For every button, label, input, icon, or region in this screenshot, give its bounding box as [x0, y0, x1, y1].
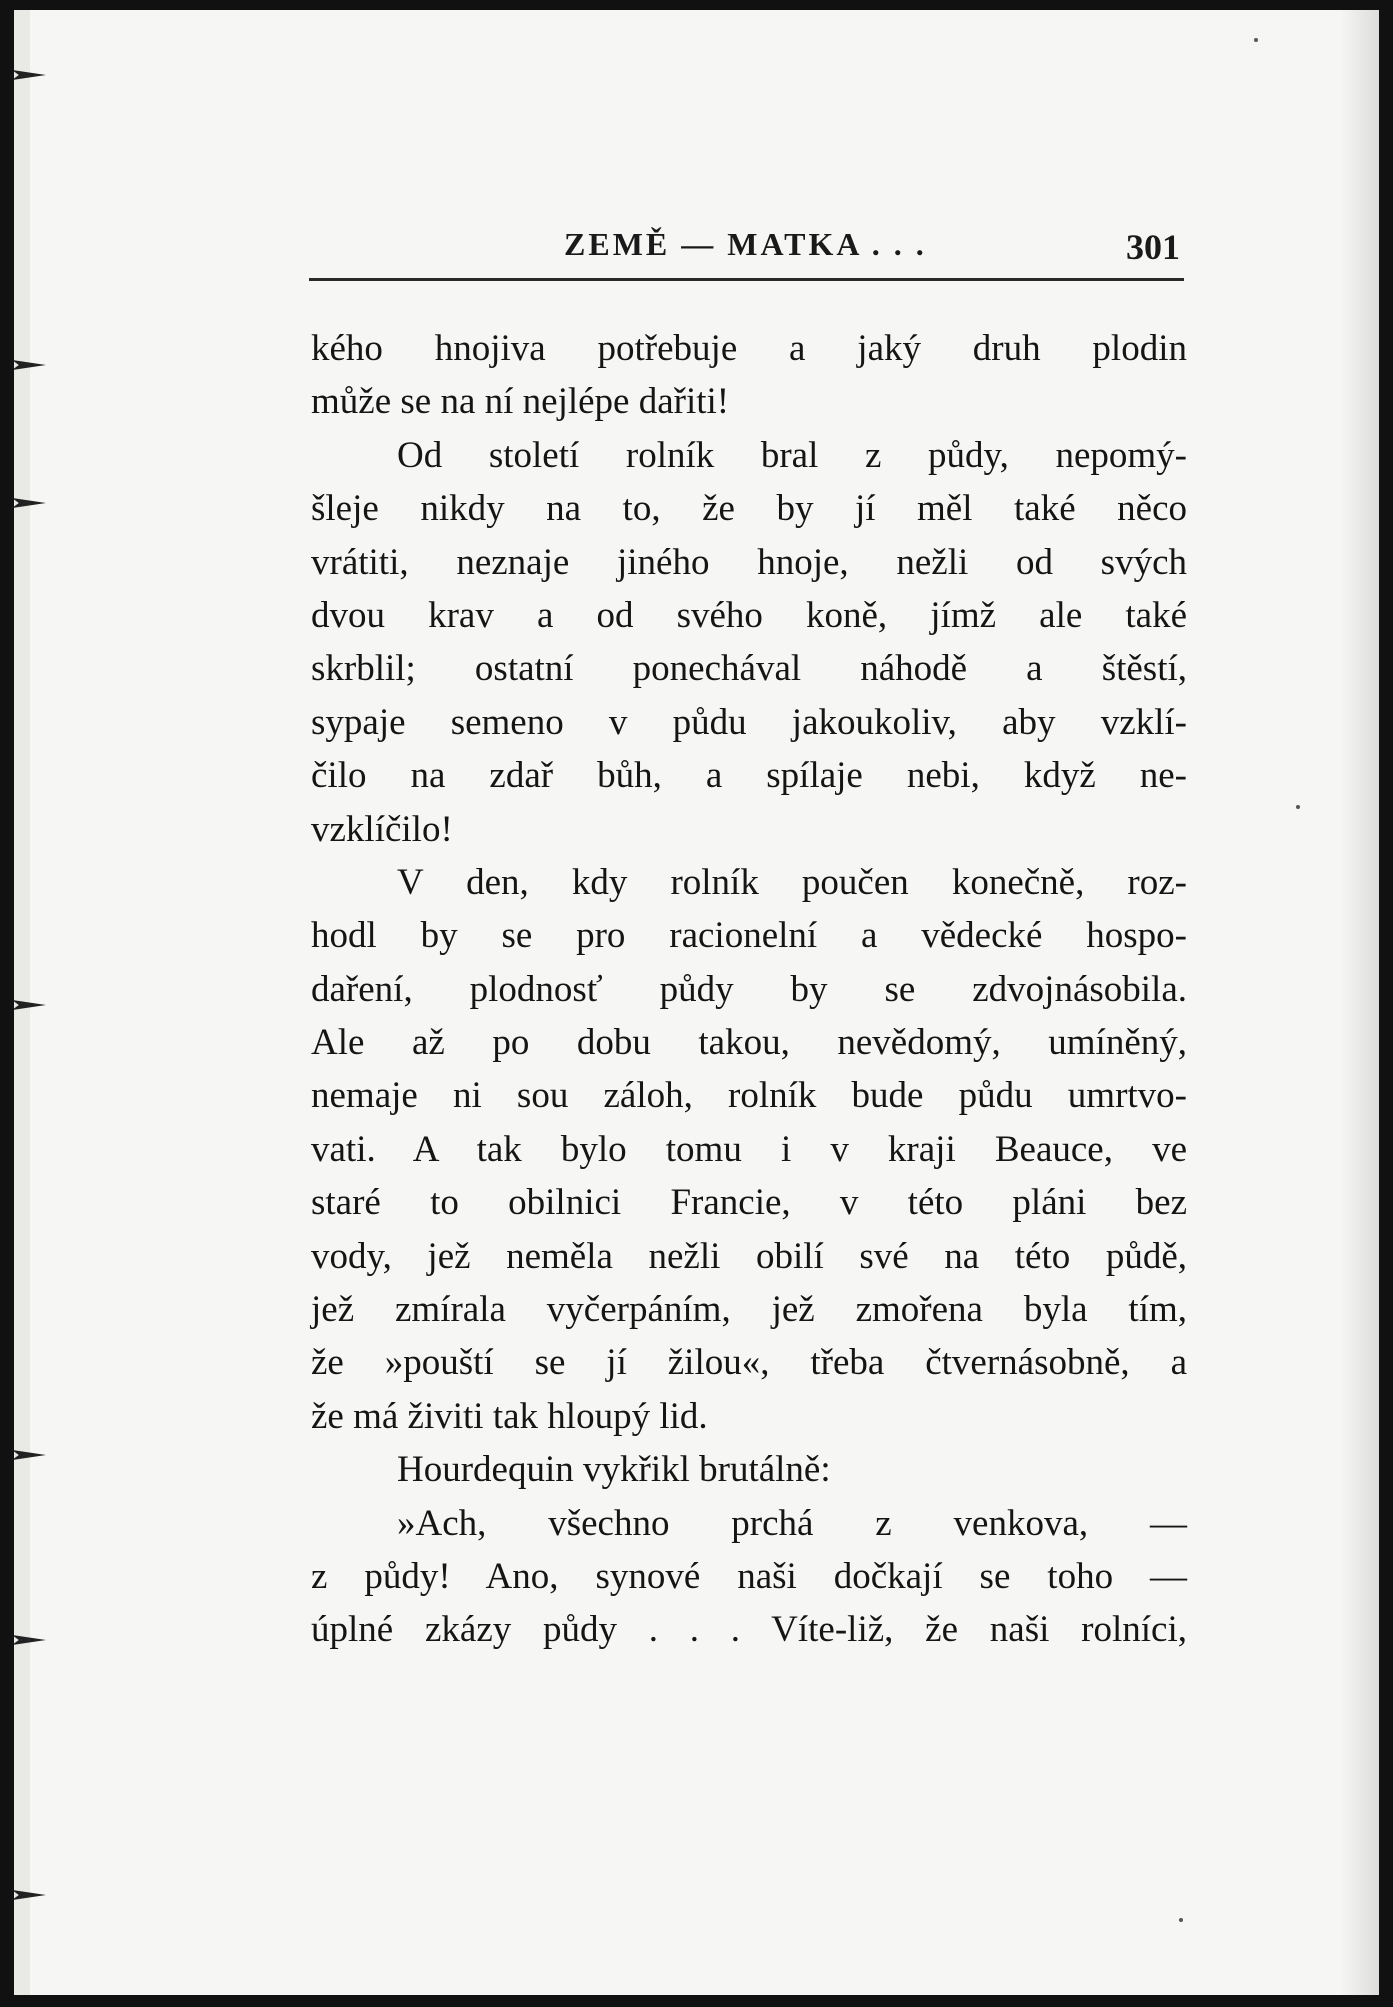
text-line: že »pouští se jí žilou«, třeba čtvernásobně, a	[311, 1342, 1187, 1384]
binding-thread-mark	[14, 1635, 46, 1645]
text-line: Ale až po dobu takou, nevědomý, umíněný,	[311, 1022, 1187, 1064]
text-line: vody, jež neměla nežli obilí své na této půdě,	[311, 1235, 1187, 1277]
text-line: hodl by se pro racionelní a vědecké hospo-	[311, 915, 1187, 957]
text-line: staré to obilnici Francie, v této pláni bez	[311, 1182, 1187, 1224]
paper-speck	[1179, 1918, 1183, 1922]
binding-thread-mark	[14, 498, 46, 508]
text-line: vati. A tak bylo tomu i v kraji Beauce, ve	[311, 1128, 1187, 1170]
page-binding-edge	[14, 10, 30, 1995]
paper-speck	[1296, 805, 1300, 809]
running-header	[309, 222, 1184, 281]
text-line: kého hnojiva potřebuje a jaký druh plodin	[311, 328, 1187, 369]
binding-thread-mark	[14, 1890, 46, 1900]
text-line: vzklíčilo!	[311, 808, 453, 850]
binding-thread-mark	[14, 70, 46, 80]
text-line: Hourdequin vykřikl brutálně:	[397, 1449, 831, 1491]
text-line: Od století rolník bral z půdy, nepomý-	[397, 434, 1187, 476]
binding-thread-mark	[14, 1450, 46, 1460]
text-line: vrátiti, neznaje jiného hnoje, nežli od svých	[311, 541, 1187, 583]
page-number: 301	[1126, 227, 1180, 267]
paper-speck	[1254, 38, 1258, 42]
text-line: že má živiti tak hloupý lid.	[311, 1395, 708, 1437]
text-line: dvou krav a od svého koně, jímž ale také	[311, 594, 1187, 636]
text-line: jež zmírala vyčerpáním, jež zmořena byla tím,	[311, 1289, 1187, 1331]
running-title: ZEMĚ — MATKA . . .	[564, 226, 927, 262]
binding-thread-mark	[14, 360, 46, 370]
text-line: může se na ní nejlépe dařiti!	[311, 381, 730, 423]
book-page	[14, 10, 1379, 1995]
text-line: skrblil; ostatní ponechával náhodě a štěstí,	[311, 648, 1187, 690]
text-line: úplné zkázy půdy . . . Víte-liž, že naši rolníci,	[311, 1609, 1187, 1651]
text-line: šleje nikdy na to, že by jí měl také něco	[311, 488, 1187, 530]
text-line: čilo na zdař bůh, a spílaje nebi, když ne-	[311, 755, 1187, 797]
text-line: z půdy! Ano, synové naši dočkají se toho —	[311, 1555, 1187, 1597]
text-line: V den, kdy rolník poučen konečně, roz-	[397, 861, 1187, 903]
text-line: nemaje ni sou záloh, rolník bude půdu umrtvo-	[311, 1075, 1187, 1117]
body-text	[311, 322, 1187, 1657]
binding-thread-mark	[14, 1000, 46, 1010]
text-line: »Ach, všechno prchá z venkova, —	[397, 1502, 1187, 1544]
text-line: sypaje semeno v půdu jakoukoliv, aby vzklí-	[311, 701, 1187, 743]
text-line: daření, plodnosť půdy by se zdvojnásobila.	[311, 968, 1187, 1010]
